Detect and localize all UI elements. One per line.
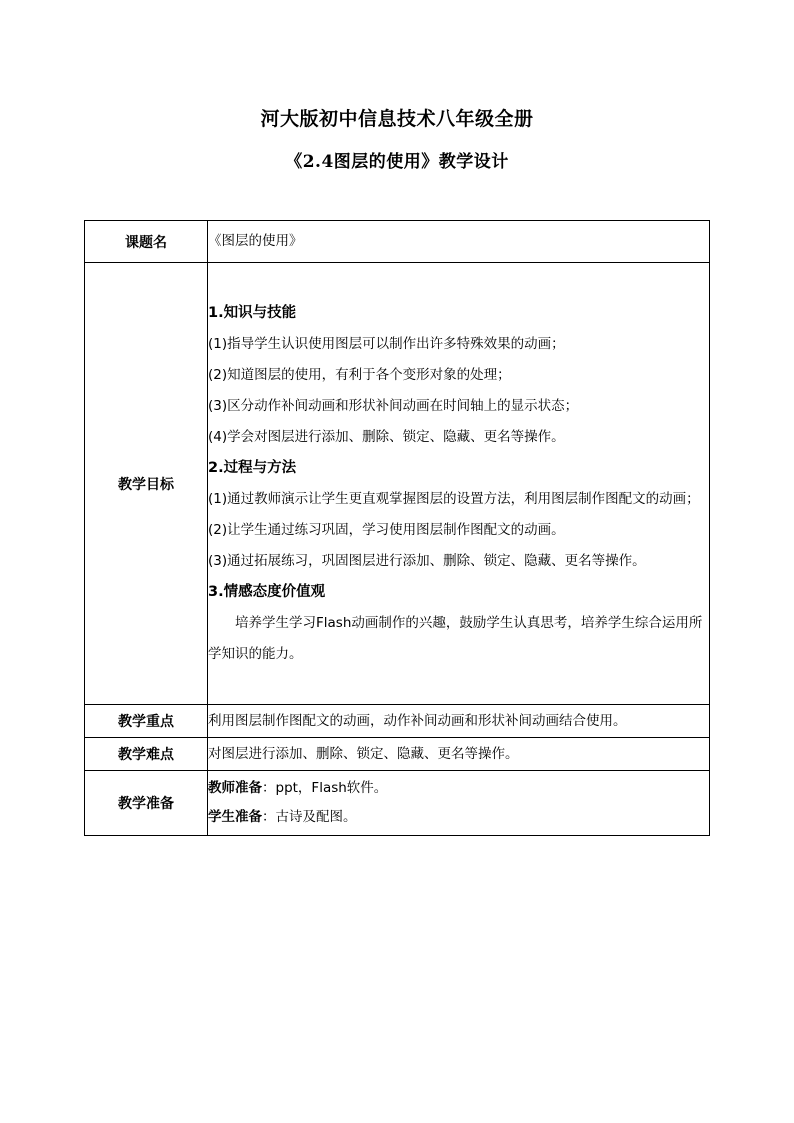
table-row-preparation xyxy=(85,771,710,836)
objectives-process-item-2: (2)让学生通过练习巩固，学习使用图层制作图配文的动画。 xyxy=(208,521,565,538)
key-points-label: 教学重点 xyxy=(85,705,208,738)
objectives-knowledge-item-4: (4)学会对图层进行添加、删除、锁定、隐藏、更名等操作。 xyxy=(208,428,565,445)
objectives-process-item-3: (3)通过拓展练习，巩固图层进行添加、删除、锁定、隐藏、更名等操作。 xyxy=(208,552,646,569)
table-row-objectives xyxy=(85,263,710,705)
objectives-knowledge-item-3: (3)区分动作补间动画和形状补间动画在时间轴上的显示状态； xyxy=(208,397,579,414)
preparation-label: 教学准备 xyxy=(85,771,208,836)
document-subtitle: 《2.4图层的使用》教学设计 xyxy=(285,152,509,172)
topic-value: 《图层的使用》 xyxy=(208,221,710,263)
student-preparation-label: 学生准备 xyxy=(208,809,262,825)
objectives-label: 教学目标 xyxy=(85,263,208,705)
table-row-topic xyxy=(85,221,710,263)
objectives-knowledge-item-2: (2)知道图层的使用，有利于各个变形对象的处理； xyxy=(208,366,511,383)
table-row-difficulties xyxy=(85,738,710,771)
teacher-preparation-label: 教师准备 xyxy=(208,780,262,796)
objectives-section-knowledge-heading: 1.知识与技能 xyxy=(208,304,297,321)
difficulties-value: 对图层进行添加、删除、锁定、隐藏、更名等操作。 xyxy=(208,738,710,771)
student-preparation xyxy=(208,803,709,832)
objectives-attitude-text: 培养学生学习Flash动画制作的兴趣，鼓励学生认真思考，培养学生综合运用所学知识的能力。 xyxy=(208,614,703,662)
objectives-section-attitude-heading: 3.情感态度价值观 xyxy=(208,583,326,600)
objectives-process-item-1: (1)通过教师演示让学生更直观掌握图层的设置方法，利用图层制作图配文的动画； xyxy=(208,490,700,507)
student-preparation-value: ：古诗及配图。 xyxy=(262,809,357,825)
lesson-plan-table xyxy=(84,220,710,836)
teacher-preparation-value: ：ppt，Flash软件。 xyxy=(262,780,388,796)
difficulties-label: 教学难点 xyxy=(85,738,208,771)
teacher-preparation xyxy=(208,774,709,803)
key-points-value: 利用图层制作图配文的动画，动作补间动画和形状补间动画结合使用。 xyxy=(208,705,710,738)
preparation-content xyxy=(208,771,710,836)
objectives-section-process-heading: 2.过程与方法 xyxy=(208,459,297,476)
objectives-content xyxy=(208,263,710,705)
table-row-key-points xyxy=(85,705,710,738)
document-title: 河大版初中信息技术八年级全册 xyxy=(260,108,534,130)
topic-label: 课题名 xyxy=(85,221,208,263)
objectives-knowledge-item-1: (1)指导学生认识使用图层可以制作出许多特殊效果的动画； xyxy=(208,335,565,352)
